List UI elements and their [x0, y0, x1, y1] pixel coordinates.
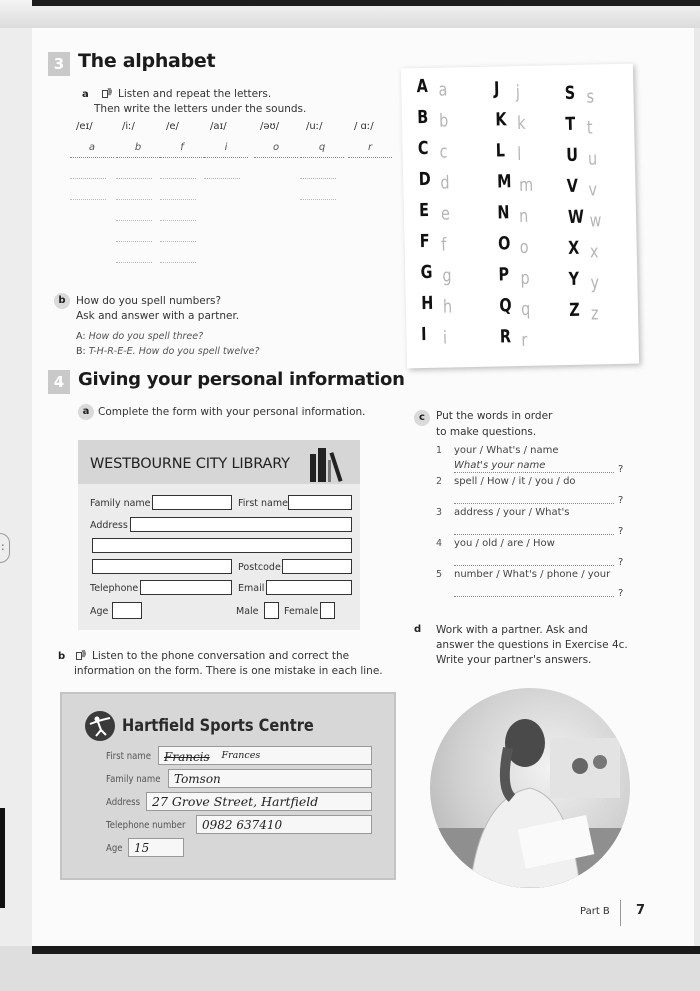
lowercase-letter: u — [587, 148, 598, 170]
answer-blank[interactable] — [300, 158, 336, 179]
uppercase-letter: P — [498, 264, 510, 286]
answer-blank[interactable] — [116, 200, 152, 221]
instruction-line: Complete the form with your personal information. — [98, 406, 366, 418]
uppercase-letter: C — [417, 137, 429, 160]
uppercase-letter: O — [497, 233, 511, 255]
question-number: 1 — [436, 445, 443, 456]
sound-column — [204, 121, 260, 179]
uppercase-letter: M — [496, 171, 512, 193]
female-checkbox[interactable] — [320, 602, 335, 619]
lowercase-letter: c — [439, 141, 448, 163]
sports-centre-form — [60, 692, 396, 880]
sound-column — [348, 121, 404, 158]
student-writing-image — [430, 688, 630, 888]
uppercase-letter: I — [420, 323, 427, 346]
instruction-line: ))) Listen to the phone conversation and correct the — [76, 650, 349, 663]
instruction-line: ))) Listen and repeat the letters. — [102, 88, 271, 101]
lowercase-letter: i — [442, 327, 448, 349]
exercise-letter: a — [82, 89, 89, 100]
first-name-field[interactable] — [288, 495, 352, 510]
lowercase-letter: t — [586, 117, 593, 139]
footer-divider — [620, 900, 621, 926]
uppercase-letter: U — [565, 144, 579, 167]
family-name-field[interactable] — [152, 495, 232, 510]
postcode-field[interactable] — [282, 559, 352, 574]
example-dialogue-b: B: T-H-R-E-E. How do you spell twelve? — [76, 346, 260, 357]
lowercase-letter: x — [589, 241, 599, 263]
question-mark: ? — [618, 588, 624, 599]
library-form — [78, 440, 360, 630]
alphabet-card — [401, 64, 639, 369]
lowercase-letter: w — [589, 210, 602, 232]
uppercase-letter: K — [495, 109, 507, 131]
scan-top-edge — [0, 0, 700, 28]
answer-blank[interactable] — [116, 179, 152, 200]
telephone-field[interactable] — [140, 580, 232, 595]
label-first-name: First name — [106, 751, 151, 762]
library-header — [78, 440, 360, 484]
lowercase-letter: y — [590, 272, 600, 294]
address-field-3[interactable] — [92, 559, 232, 574]
scan-binding-bar — [0, 808, 5, 908]
uppercase-letter: F — [419, 230, 430, 253]
lowercase-letter: r — [521, 329, 528, 351]
telephone-field[interactable]: 0982 637410 — [196, 815, 372, 834]
instruction-line: Then write the letters under the sounds. — [94, 103, 307, 115]
uppercase-letter: E — [418, 199, 430, 222]
question-number: 4 — [436, 538, 443, 549]
label-female: Female — [284, 606, 319, 617]
uppercase-letter: L — [495, 140, 506, 162]
question-number: 3 — [436, 507, 443, 518]
exercise-letter: d — [414, 624, 422, 635]
sound-example-letter: q — [300, 137, 344, 158]
audio-icon — [76, 650, 88, 660]
answer-blank[interactable] — [160, 221, 196, 242]
answer-blank[interactable] — [116, 158, 152, 179]
scan-bottom-edge — [0, 946, 700, 991]
lowercase-letter: e — [440, 203, 451, 225]
audio-icon — [102, 88, 114, 98]
answer-blank[interactable] — [160, 158, 196, 179]
sound-example-letter: i — [204, 137, 248, 158]
gymnast-icon — [84, 710, 116, 742]
library-title: WESTBOURNE CITY LIBRARY — [90, 456, 290, 472]
lowercase-letter: g — [442, 265, 452, 287]
instruction-line: Ask and answer with a partner. — [76, 310, 240, 322]
uppercase-letter: D — [418, 168, 431, 191]
label-male: Male — [236, 606, 259, 617]
label-address: Address — [106, 797, 141, 808]
sound-heading: /əʊ/ — [260, 121, 280, 132]
lowercase-letter: k — [516, 112, 526, 135]
exercise-letter: b — [58, 651, 66, 662]
answer-blank[interactable] — [116, 221, 152, 242]
question-words: your / What's / name — [454, 445, 559, 456]
sound-example-letter: b — [116, 137, 160, 158]
lowercase-letter: j — [515, 81, 521, 104]
question-words: spell / How / it / you / do — [454, 476, 576, 487]
section-number: 3 — [48, 52, 70, 76]
answer-blank[interactable] — [204, 158, 240, 179]
scan-page-mark: : — [0, 533, 10, 563]
section-number: 4 — [48, 370, 70, 394]
sound-example-letter: a — [70, 137, 114, 158]
sound-example-letter: o — [254, 137, 298, 158]
uppercase-letter: Y — [568, 268, 580, 290]
uppercase-letter: R — [499, 326, 512, 348]
label-telephone: Telephone number — [106, 820, 186, 831]
uppercase-letter: Z — [569, 299, 580, 321]
question-words: number / What's / phone / your — [454, 569, 611, 580]
student-photo — [430, 688, 630, 888]
sound-heading: /aɪ/ — [210, 121, 227, 132]
uppercase-letter: A — [416, 75, 429, 98]
email-field[interactable] — [266, 580, 352, 595]
lowercase-letter: n — [518, 205, 529, 228]
workbook-page — [32, 28, 694, 946]
uppercase-letter: N — [497, 202, 510, 224]
answer-blank[interactable] — [160, 242, 196, 263]
exercise-letter: a — [78, 404, 94, 420]
instruction-line: Write your partner's answers. — [436, 654, 592, 666]
example-dialogue-a: A: How do you spell three? — [76, 331, 204, 342]
address-field-1[interactable] — [130, 517, 352, 532]
lowercase-letter: l — [516, 143, 522, 166]
section-title: Giving your personal information — [78, 369, 405, 390]
label-family-name: Family name — [106, 774, 161, 785]
uppercase-letter: Q — [499, 295, 512, 317]
answer-blank[interactable] — [70, 179, 106, 200]
address-field[interactable]: 27 Grove Street, Hartfield — [146, 792, 372, 811]
label-telephone: Telephone — [90, 583, 139, 594]
answer-blank[interactable] — [70, 158, 106, 179]
label-age: Age — [90, 606, 109, 617]
lowercase-letter: z — [590, 303, 599, 325]
uppercase-letter: X — [567, 237, 580, 259]
answer-line[interactable] — [454, 472, 614, 473]
question-mark: ? — [618, 464, 624, 475]
instruction-line: answer the questions in Exercise 4c. — [436, 639, 628, 651]
answer-blank[interactable] — [160, 179, 196, 200]
sound-heading: /eɪ/ — [76, 121, 93, 132]
question-mark: ? — [618, 495, 624, 506]
question-mark: ? — [618, 526, 624, 537]
question-words: address / your / What's — [454, 507, 570, 518]
question-mark: ? — [618, 557, 624, 568]
uppercase-letter: T — [565, 113, 576, 136]
lowercase-letter: f — [441, 234, 447, 256]
uppercase-letter: V — [566, 175, 579, 198]
age-field[interactable]: 15 — [128, 838, 184, 857]
label-first-name: First name — [238, 498, 288, 509]
answer-blank[interactable] — [160, 200, 196, 221]
sound-example-letter: r — [348, 137, 392, 158]
male-checkbox[interactable] — [264, 602, 279, 619]
exercise-letter: c — [414, 410, 430, 426]
uppercase-letter: S — [564, 82, 576, 105]
lowercase-letter: d — [440, 172, 450, 194]
uppercase-letter: W — [567, 206, 585, 228]
uppercase-letter: H — [421, 292, 434, 315]
page-number: 7 — [636, 903, 646, 918]
section-title: The alphabet — [78, 50, 216, 72]
lowercase-letter: v — [588, 179, 598, 201]
instruction-line: Work with a partner. Ask and — [436, 624, 588, 636]
label-email: Email — [238, 583, 265, 594]
instruction-line: to make questions. — [436, 426, 537, 438]
lowercase-letter: a — [438, 79, 448, 101]
lowercase-letter: q — [520, 298, 531, 320]
sports-centre-title: Hartfield Sports Centre — [122, 716, 314, 736]
lowercase-letter: b — [438, 110, 449, 132]
answer-blank[interactable] — [116, 242, 152, 263]
lowercase-letter: h — [442, 296, 453, 318]
correction-text: Frances — [221, 750, 261, 761]
address-field-2[interactable] — [92, 538, 352, 553]
answer-line[interactable] — [454, 503, 614, 504]
sound-heading: /e/ — [166, 121, 179, 132]
scan-edge-shadow — [32, 946, 700, 954]
lowercase-letter: p — [520, 267, 530, 290]
sound-example-letter: f — [160, 137, 204, 158]
answer-line[interactable] — [454, 565, 614, 566]
instruction-line: Put the words in order — [436, 410, 553, 422]
label-postcode: Postcode — [238, 562, 281, 573]
instruction-line: How do you spell numbers? — [76, 295, 222, 307]
lowercase-letter: s — [586, 86, 595, 108]
label-age: Age — [106, 843, 123, 854]
sound-heading: /iː/ — [122, 121, 135, 132]
lowercase-letter: m — [518, 174, 534, 197]
answer-text: What's your name — [454, 460, 546, 471]
uppercase-letter: B — [417, 106, 429, 129]
instruction-line: information on the form. There is one mistake in each line. — [74, 665, 383, 677]
answer-blank[interactable] — [300, 179, 336, 200]
question-words: you / old / are / How — [454, 538, 555, 549]
answer-line[interactable] — [454, 534, 614, 535]
exercise-letter: b — [54, 293, 70, 309]
lowercase-letter: o — [519, 236, 529, 259]
question-number: 5 — [436, 569, 443, 580]
scan-edge-shadow — [32, 0, 700, 6]
sound-heading: /uː/ — [306, 121, 323, 132]
label-family-name: Family name — [90, 498, 151, 509]
uppercase-letter: J — [493, 78, 500, 100]
sound-heading: / ɑː/ — [354, 121, 374, 132]
footer-part: Part B — [580, 906, 610, 917]
age-field[interactable] — [112, 602, 142, 619]
scan-left-margin — [0, 28, 32, 946]
uppercase-letter: G — [420, 261, 433, 284]
family-name-field[interactable]: Tomson — [168, 769, 372, 788]
first-name-field[interactable]: Francis $^{Frances}$ — [158, 746, 372, 765]
answer-line[interactable] — [454, 596, 614, 597]
question-number: 2 — [436, 476, 443, 487]
label-address: Address — [90, 520, 128, 531]
